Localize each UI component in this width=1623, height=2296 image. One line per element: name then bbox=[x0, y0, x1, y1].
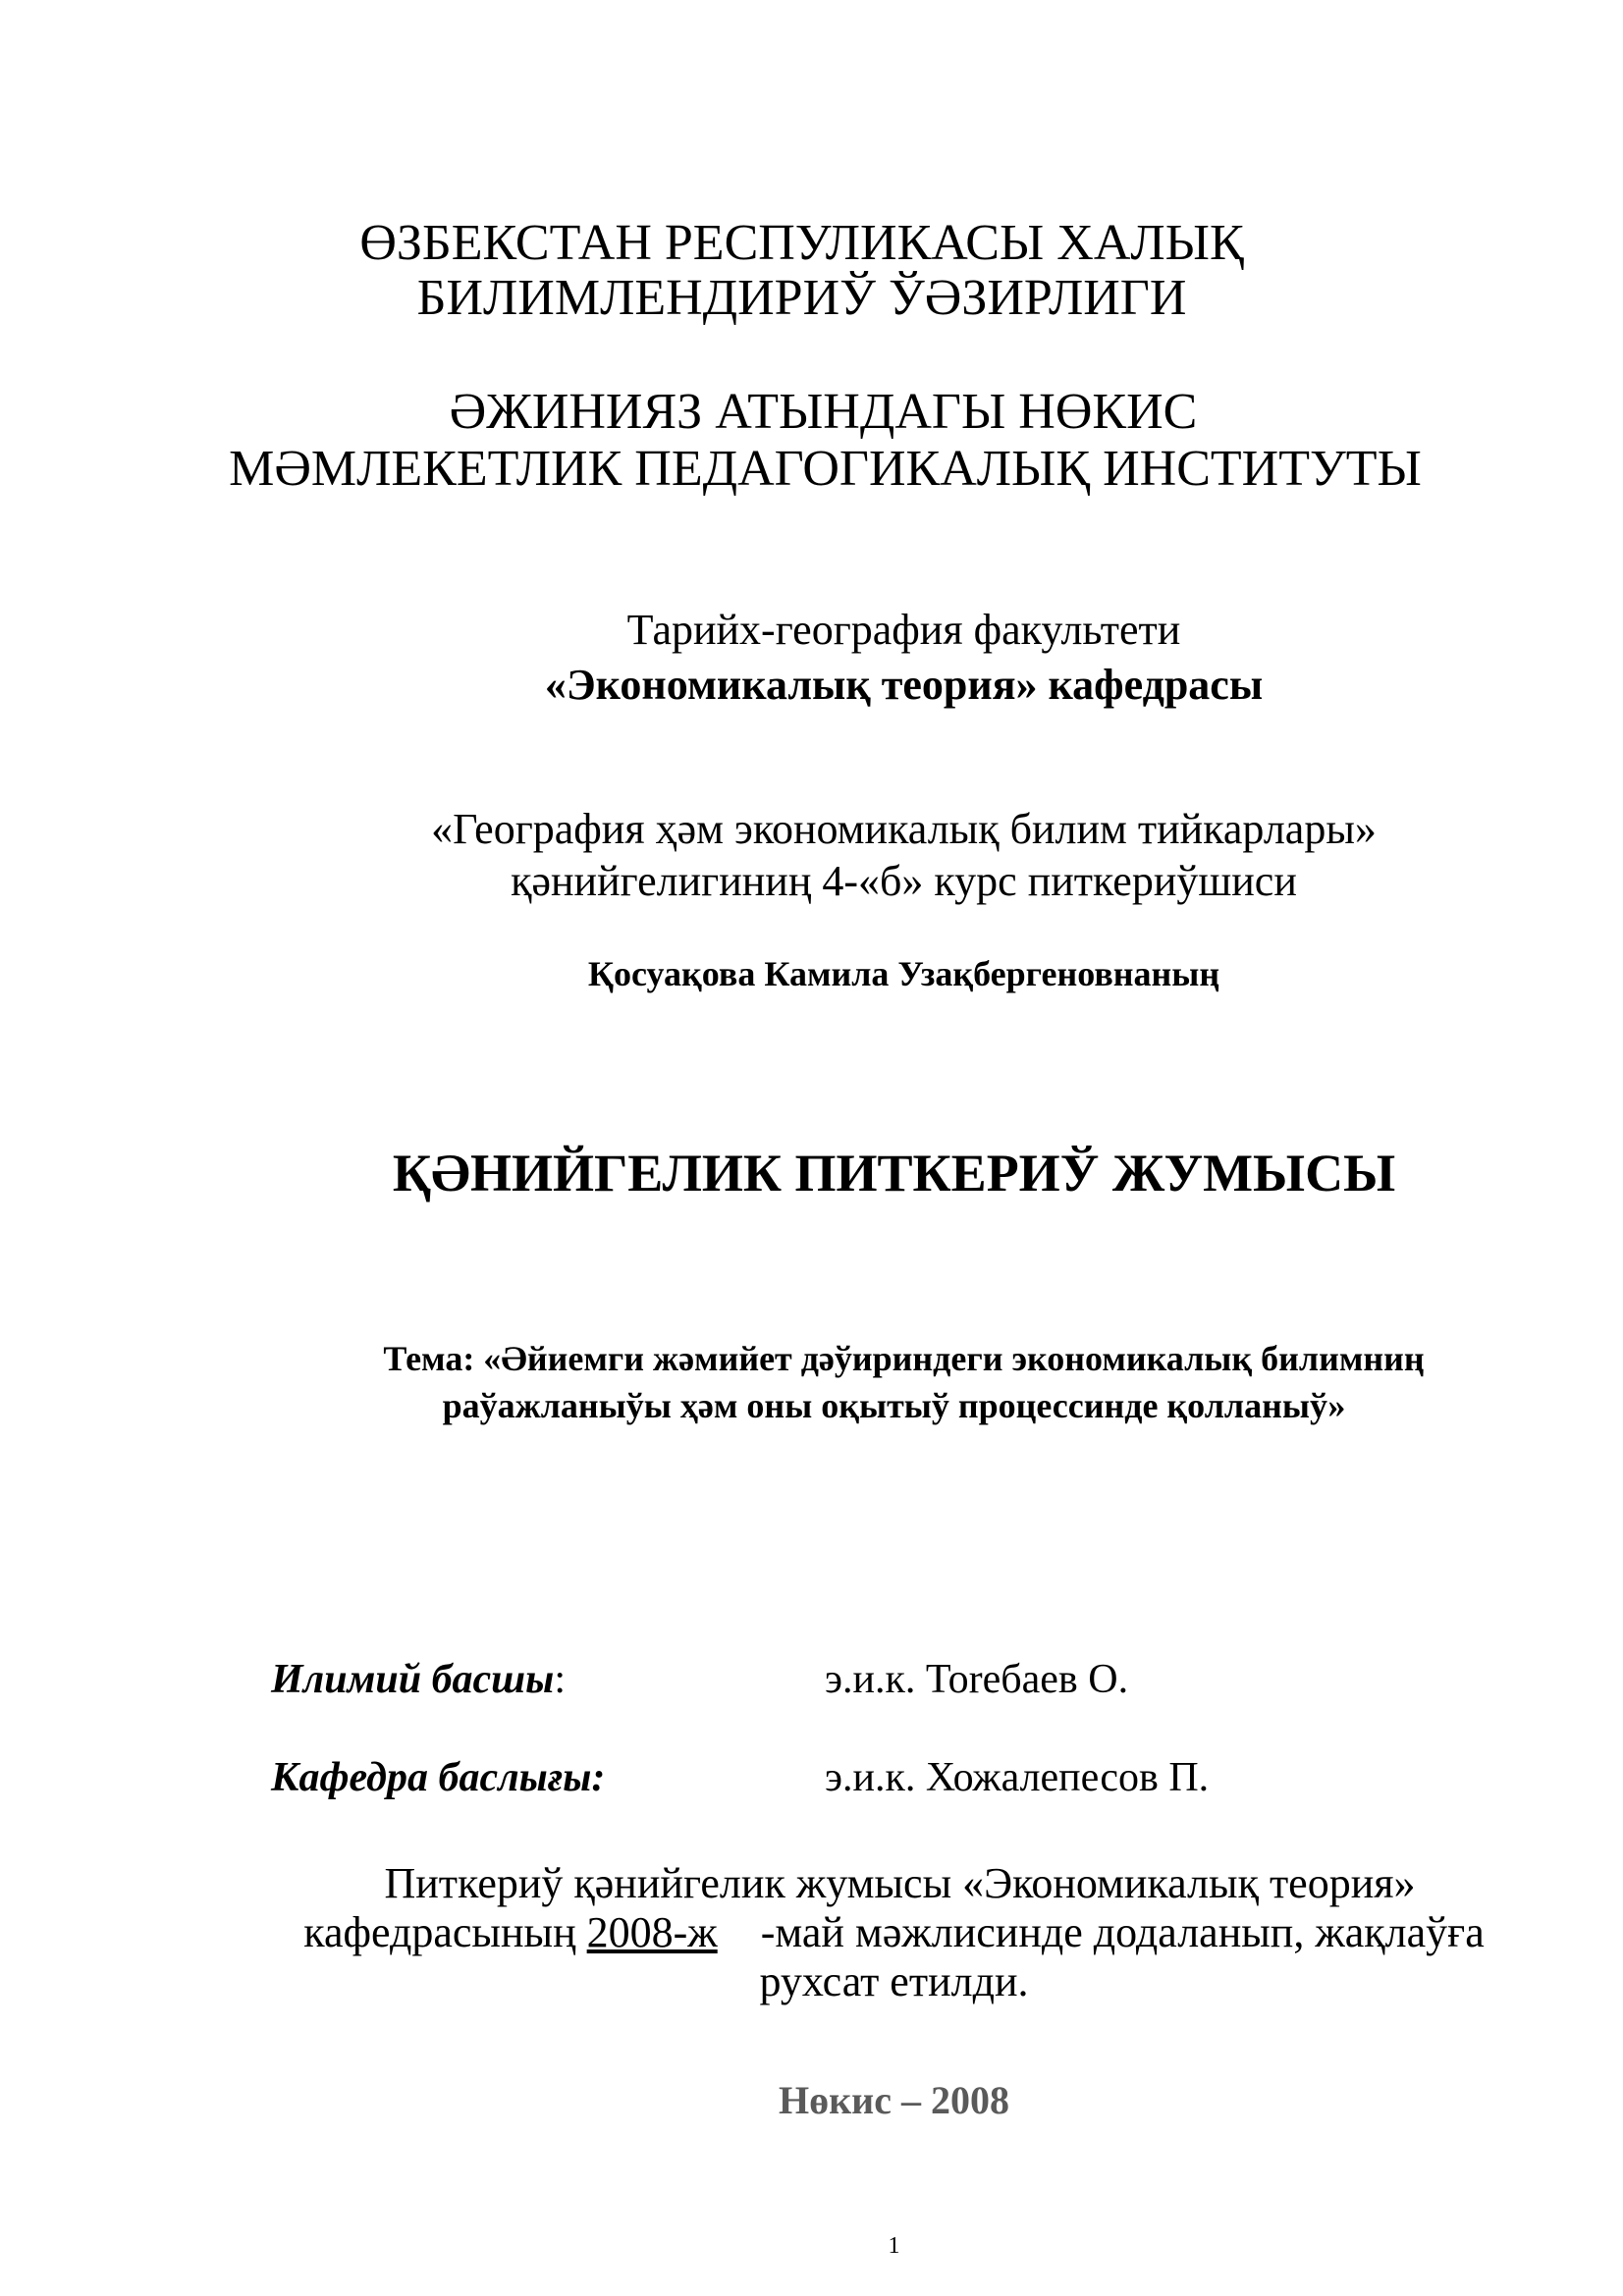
ministry-line-1: ӨЗБЕКСТАН РЕСПУЛИКАСЫ ХАЛЫҚ bbox=[359, 215, 1244, 271]
approval-line-3: рухсат етилди. bbox=[759, 1957, 1029, 2005]
topic-line-2: раўажланыўы ҳәм оны оқытыў процессинде қолланыў» bbox=[442, 1386, 1346, 1425]
supervisor-colon: : bbox=[554, 1657, 566, 1702]
student-name: Қосуақова Камила Узақбергеновнаның bbox=[587, 954, 1220, 993]
ministry-line-2: БИЛИМЛЕНДИРИЎ ЎӘЗИРЛИГИ bbox=[416, 270, 1187, 326]
approval-line-2-start: кафедрасының bbox=[303, 1908, 587, 1956]
head-label: Кафедра баслығы: bbox=[271, 1755, 606, 1800]
approval-line-2-end: -май мәжлисинде додаланып, жақлаўға bbox=[717, 1908, 1485, 1956]
approval-year: 2008-ж bbox=[586, 1908, 718, 1956]
supervisor-label: Илимий басшы bbox=[271, 1657, 555, 1702]
page-number: 1 bbox=[888, 2233, 900, 2259]
specialty-line-1: «География ҳәм экономикалық билим тийкарлары» bbox=[431, 805, 1377, 853]
department-name: «Экономикалық теория» кафедрасы bbox=[544, 661, 1264, 709]
specialty-line-2: қәнийгелигиниң 4-«б» курс питкериўшиси bbox=[511, 857, 1297, 905]
faculty-name: Тарийх-география факультети bbox=[626, 606, 1181, 654]
work-title: ҚӘНИЙГЕЛИК ПИТКЕРИЎ ЖУМЫСЫ bbox=[392, 1144, 1396, 1202]
head-value: э.и.к. Хожалепесов П. bbox=[825, 1755, 1210, 1800]
approval-line-2 bbox=[82, 1908, 1623, 1956]
institute-line-2: МӘМЛЕКЕТЛИК ПЕДАГОГИКАЛЫҚ ИНСТИТУТЫ bbox=[229, 441, 1422, 497]
institute-line-1: ӘЖИНИЯЗ АТЫНДАГЫ НӨКИС bbox=[449, 384, 1198, 440]
topic-line-1: Тема: «Әйиемги жәмийет дәўириндеги экономикалық билимниң bbox=[383, 1339, 1425, 1378]
supervisor-value: э.и.к. Torебаев О. bbox=[825, 1657, 1129, 1702]
supervisor-label-row bbox=[271, 1659, 566, 1700]
approval-line-1: Питкериў қәнийгелик жумысы «Экономикалық теория» bbox=[384, 1859, 1416, 1907]
place-year: Нөкис – 2008 bbox=[779, 2078, 1009, 2122]
